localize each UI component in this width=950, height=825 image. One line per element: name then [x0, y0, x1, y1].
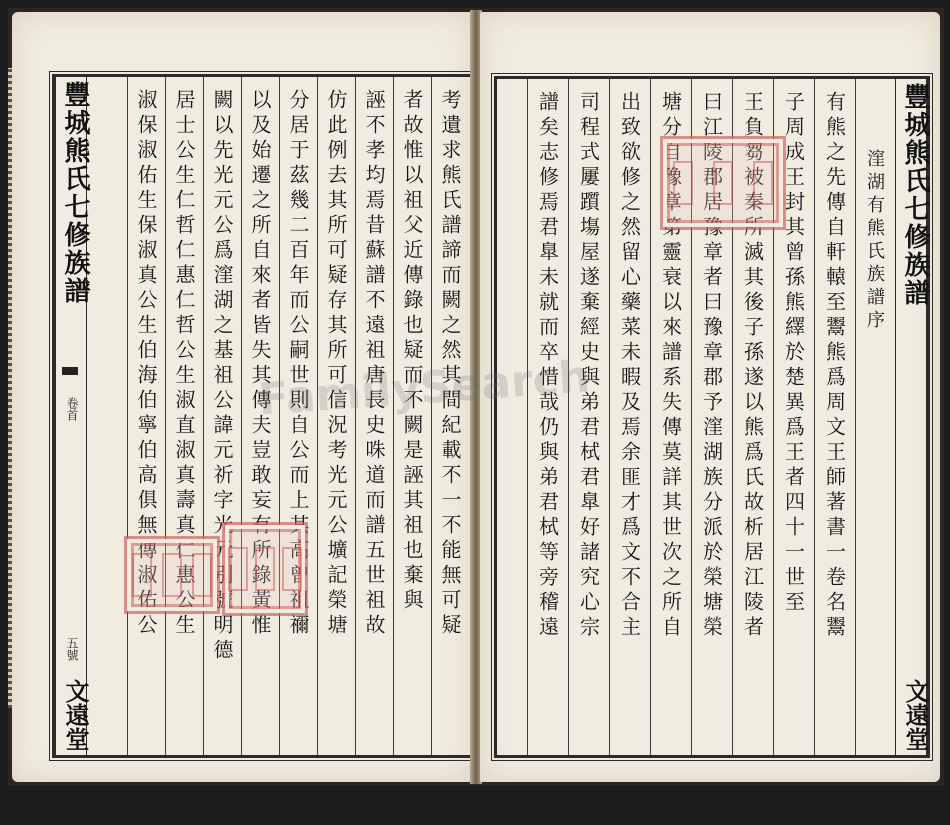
column-text: 有熊之先傳自軒轅至鬻熊爲周文王師著書一卷名鬻	[822, 91, 847, 641]
column-text: 司程式屢躓塲屋遂棄經史與弟君栻君臯好諸究心宗	[576, 91, 601, 641]
text-column	[203, 77, 241, 767]
left-spine	[55, 77, 90, 755]
column-rule	[855, 79, 856, 755]
text-column	[431, 77, 469, 767]
text-column	[355, 77, 393, 767]
preface-heading: 漥湖有熊氏族譜序	[864, 149, 885, 333]
red-seal-left	[124, 536, 220, 614]
column-text: 子周成王封其曾孫熊繹於楚異爲王者四十一世至	[781, 91, 806, 616]
text-column	[609, 79, 650, 767]
column-text: 誣不孝均焉昔蘇譜不遠祖唐長史咮道而譜五世祖故	[362, 89, 386, 639]
text-column	[814, 79, 855, 767]
text-column	[317, 77, 355, 767]
fishtail-mark	[62, 367, 78, 385]
book-spread	[8, 8, 944, 786]
column-text: 以及始遷之所自來者皆失其傳夫豈敢妄有所錄黃惟	[248, 89, 272, 639]
column-text: 分居于茲幾二百年而公嗣世則自公而上其高曾祖禰	[286, 89, 310, 639]
left-spine-hall: 文遠堂	[61, 679, 90, 751]
left-spine-folio: 五號	[65, 637, 79, 661]
column-text: 曰江陵郡居豫章者曰豫章郡予漥湖族分派於榮塘榮	[699, 91, 724, 641]
left-spine-volume: 卷首	[65, 397, 79, 421]
text-column	[393, 77, 431, 767]
column-text: 譜矣志修焉君臯未就而卒惜哉仍與弟君栻等旁稽遠	[535, 91, 560, 641]
heading-column	[855, 79, 893, 825]
column-text: 考遺求熊氏譜諦而闕之然其間紀載不一不能無可疑	[438, 89, 462, 639]
column-text: 出致欲修之然留心藥菜未暇及焉余匪才爲文不合主	[617, 91, 642, 641]
right-spine	[895, 79, 930, 755]
right-spine-title: 豐城熊氏七修族譜	[900, 83, 930, 307]
text-column	[527, 79, 568, 767]
column-text: 王負芻被秦所滅其後子孫遂以熊爲氏故析居江陵者	[740, 91, 765, 641]
column-text: 闕以先光元公爲漥湖之基祖公諱元祈字光元別號明德	[210, 89, 234, 664]
column-text: 塘分自豫章第靈衰以來譜系失傳莫詳其世次之所自	[658, 91, 683, 641]
text-column	[127, 77, 165, 767]
watermark: FamilySearch	[256, 351, 592, 426]
left-spine-title: 豐城熊氏七修族譜	[60, 81, 90, 305]
column-text: 者故惟以祖父近傳錄也疑而不闕是誣其祖也棄與	[400, 89, 424, 614]
column-text: 居士公生仁哲仁惠仁哲公生淑直淑真壽真仁惠公生	[172, 89, 196, 639]
text-column	[165, 77, 203, 767]
column-text: 淑保淑佑生保淑真公生伯海伯寧伯高俱無傳淑佑公	[134, 89, 158, 639]
column-text: 仿此例去其所可疑存其所可信況考光元公壙記榮塘	[324, 89, 348, 639]
right-spine-hall: 文遠堂	[901, 679, 930, 751]
red-seal-right	[660, 136, 786, 230]
red-seal-left-2	[222, 522, 308, 616]
text-column	[568, 79, 609, 767]
